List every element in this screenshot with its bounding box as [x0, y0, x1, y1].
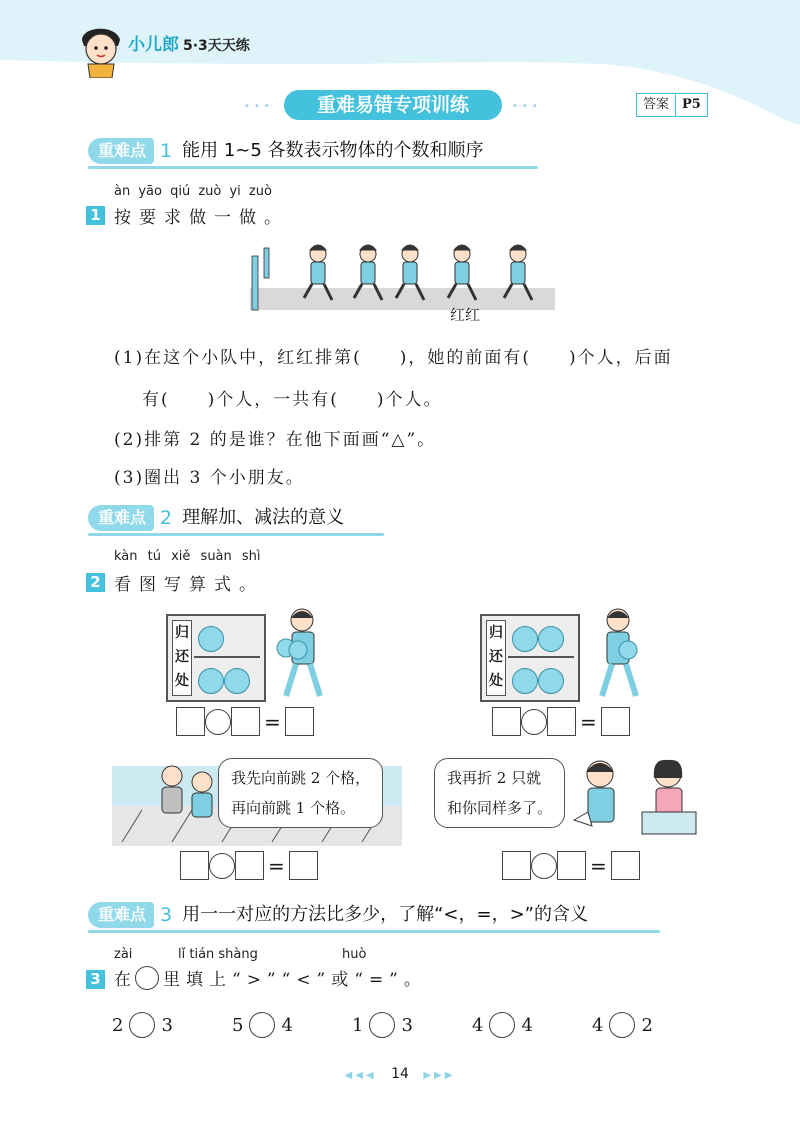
- key-point-title: 理解加、减法的意义: [182, 507, 345, 528]
- sign-char: 还: [489, 649, 503, 665]
- shelf-figure-right: [480, 614, 580, 702]
- compare-right: 4: [521, 1014, 533, 1036]
- compare-left: 1: [352, 1014, 364, 1036]
- ball-icon: [224, 668, 250, 694]
- ball-icon: [198, 626, 224, 652]
- bubble-line: 我先向前跳 2 个格，: [231, 769, 371, 787]
- key-point-underline: [88, 930, 660, 933]
- decor-dots-right: •••: [512, 101, 542, 112]
- brand-name: 小儿郎: [128, 35, 179, 55]
- equals-sign: =: [264, 709, 281, 734]
- q1-pinyin: àn yāo qiú zuò yi zuò: [114, 184, 272, 199]
- answer-box[interactable]: [176, 707, 205, 736]
- answer-box[interactable]: [557, 851, 586, 880]
- compare-left: 5: [232, 1014, 244, 1036]
- circle-icon: [135, 966, 159, 990]
- q3-number: 3: [86, 970, 105, 989]
- formula-blanks: [180, 851, 318, 880]
- q3-prompt-end: 里填上“>”“<”或“=”。: [163, 970, 427, 990]
- ball-icon: [512, 626, 538, 652]
- sign-char: 处: [175, 673, 189, 689]
- ball-icon: [198, 668, 224, 694]
- answer-box[interactable]: [547, 707, 576, 736]
- compare-circle[interactable]: [249, 1012, 275, 1038]
- q3-pinyin-3: huò: [342, 947, 367, 962]
- q1-line-4: (3)圈出 3 个小朋友。: [114, 468, 305, 488]
- answer-box[interactable]: [611, 851, 640, 880]
- running-kids-figure: [250, 242, 560, 322]
- q1-line-2: 有( )个人，一共有( )个人。: [142, 390, 443, 410]
- decor-dots-left: •••: [244, 101, 274, 112]
- formula-blanks: [176, 707, 314, 736]
- operator-circle[interactable]: [205, 709, 231, 735]
- boy-holding-ball-figure: [592, 606, 648, 702]
- section-title: 重难易错专项训练: [284, 90, 502, 120]
- q3-pinyin-1: zài: [114, 947, 133, 962]
- q2-number: 2: [86, 573, 105, 592]
- operator-circle[interactable]: [521, 709, 547, 735]
- paper-folding-scene: [572, 756, 702, 840]
- return-sign: [172, 620, 192, 696]
- answer-box[interactable]: [285, 707, 314, 736]
- compare-circle[interactable]: [369, 1012, 395, 1038]
- sign-char: 归: [489, 625, 503, 641]
- compare-right: 3: [161, 1014, 173, 1036]
- key-point-title: 能用 1~5 各数表示物体的个数和顺序: [182, 140, 484, 161]
- answer-box[interactable]: [180, 851, 209, 880]
- ball-icon: [538, 668, 564, 694]
- operator-circle[interactable]: [531, 853, 557, 879]
- comparison-item: [232, 1012, 293, 1038]
- page-number: 14: [391, 1066, 409, 1082]
- compare-right: 3: [401, 1014, 413, 1036]
- key-point-number: 3: [160, 904, 173, 926]
- answer-box[interactable]: [289, 851, 318, 880]
- series-name: 5·3天天练: [183, 38, 250, 54]
- compare-right: 4: [281, 1014, 293, 1036]
- bubble-line: 再向前跳 1 个格。: [231, 799, 356, 817]
- left-arrows-icon: ◀◀◀: [344, 1070, 377, 1081]
- compare-left: 4: [592, 1014, 604, 1036]
- key-point-underline: [88, 166, 538, 169]
- mascot-icon: [76, 22, 126, 78]
- q2-prompt: 看图写算式。: [114, 575, 264, 595]
- comparison-item: [472, 1012, 533, 1038]
- formula-blanks: [492, 707, 630, 736]
- compare-circle[interactable]: [129, 1012, 155, 1038]
- compare-right: 2: [641, 1014, 653, 1036]
- answer-box[interactable]: [231, 707, 260, 736]
- equals-sign: =: [268, 853, 285, 878]
- comparison-item: [112, 1012, 173, 1038]
- answer-box[interactable]: [235, 851, 264, 880]
- figure-label-honghong: 红红: [450, 306, 481, 324]
- bubble-line: 和你同样多了。: [447, 799, 553, 817]
- key-point-underline: [88, 533, 384, 536]
- key-point-1: [88, 138, 484, 164]
- q1-line-1: (1)在这个小队中，红红排第( )，她的前面有( )个人，后面: [114, 348, 673, 368]
- sign-char: 处: [489, 673, 503, 689]
- q1-line-3: (2)排第 2 的是谁？在他下面画“△”。: [114, 430, 437, 450]
- comparison-item: [592, 1012, 653, 1038]
- bubble-line: 我再折 2 只就: [447, 769, 542, 787]
- q1-prompt: 按要求做一做。: [114, 208, 289, 228]
- compare-left: 2: [112, 1014, 124, 1036]
- q3-prompt-start: 在: [114, 970, 131, 990]
- formula-blanks: [502, 851, 640, 880]
- ball-icon: [538, 626, 564, 652]
- speech-bubble-left: [218, 758, 383, 828]
- key-point-number: 2: [160, 507, 173, 529]
- key-point-badge: 重难点: [88, 902, 154, 928]
- ball-icon: [512, 668, 538, 694]
- speech-bubble-right: [434, 758, 565, 828]
- return-sign: [486, 620, 506, 696]
- answer-reference[interactable]: [636, 93, 708, 117]
- key-point-title: 用一一对应的方法比多少，了解“<，=，>”的含义: [182, 904, 589, 925]
- q3-prompt: [114, 965, 427, 990]
- answer-box[interactable]: [492, 707, 521, 736]
- compare-circle[interactable]: [609, 1012, 635, 1038]
- page-footer: [0, 1066, 800, 1082]
- q2-pinyin: kàn tú xiě suàn shì: [114, 549, 261, 564]
- answer-box[interactable]: [502, 851, 531, 880]
- sign-char: 归: [175, 625, 189, 641]
- compare-circle[interactable]: [489, 1012, 515, 1038]
- sign-char: 还: [175, 649, 189, 665]
- comparison-item: [352, 1012, 413, 1038]
- key-point-badge: 重难点: [88, 138, 154, 164]
- equals-sign: =: [580, 709, 597, 734]
- right-arrows-icon: ▶▶▶: [423, 1070, 456, 1081]
- operator-circle[interactable]: [209, 853, 235, 879]
- answer-label: 答案: [643, 97, 670, 112]
- brand-title: [128, 30, 250, 55]
- key-point-badge: 重难点: [88, 505, 154, 531]
- key-point-number: 1: [160, 140, 173, 162]
- key-point-3: [88, 902, 588, 928]
- compare-left: 4: [472, 1014, 484, 1036]
- boy-holding-balls-figure: [272, 606, 328, 702]
- q1-number: 1: [86, 206, 105, 225]
- shelf-figure-left: [166, 614, 266, 702]
- equals-sign: =: [590, 853, 607, 878]
- key-point-2: [88, 505, 344, 531]
- q3-pinyin-2: lǐ tián shàng: [178, 947, 258, 962]
- answer-box[interactable]: [601, 707, 630, 736]
- answer-page: P5: [675, 94, 707, 116]
